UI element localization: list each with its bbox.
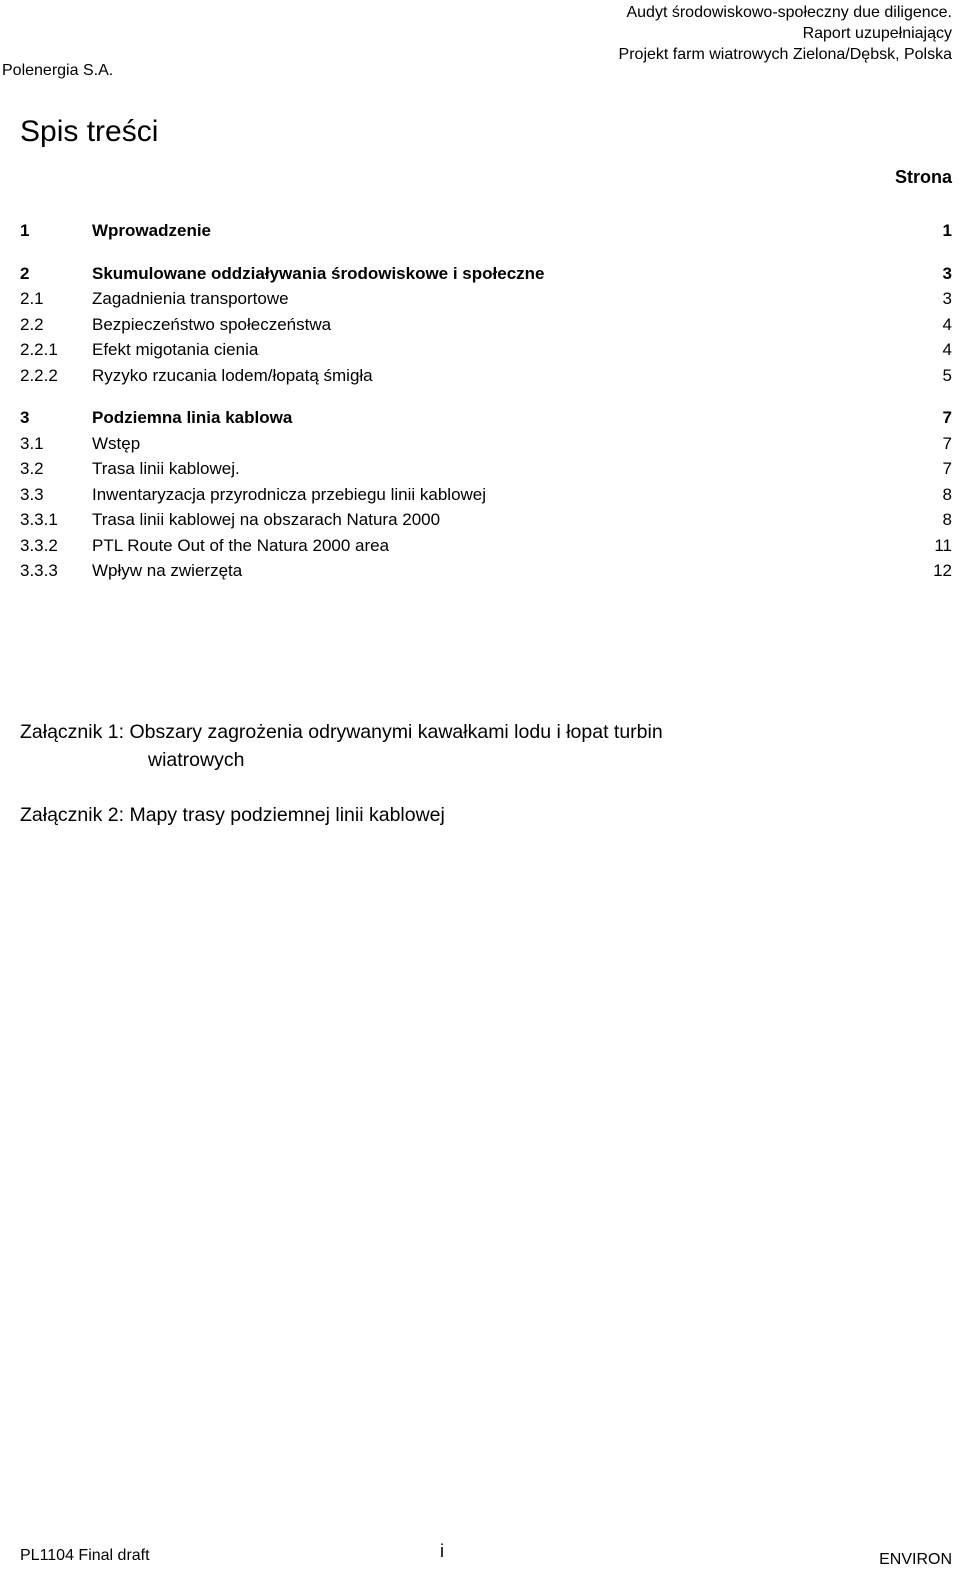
toc-entry-title: Trasa linii kablowej. <box>92 459 240 478</box>
footer-document-id: PL1104 Final draft <box>20 1547 150 1564</box>
toc-entry[interactable] <box>20 261 952 287</box>
toc-entry-page: 7 <box>942 408 952 427</box>
toc-entry-title: Wprowadzenie <box>92 221 212 240</box>
header-line-1: Audyt środowiskowo-społeczny due diligence. <box>626 4 952 21</box>
header-line-2: Raport uzupełniający <box>802 25 952 42</box>
annex-1-entry[interactable] <box>20 718 920 774</box>
toc-entry-number: 3.3.2 <box>20 535 58 555</box>
toc-entry-title: Bezpieczeństwo społeczeństwa <box>92 314 332 334</box>
toc-entry-page: 8 <box>942 484 952 504</box>
toc-entry-title: Wstęp <box>92 433 141 453</box>
toc-entry-title: PTL Route Out of the Natura 2000 area <box>92 535 390 555</box>
toc-entry-number: 3.1 <box>20 433 44 453</box>
toc-entry-page: 3 <box>942 289 952 308</box>
toc-entry-number: 2.2.2 <box>20 365 58 385</box>
page-title: Spis treści <box>20 115 159 148</box>
annex-1-title: Załącznik 1: Obszary zagrożenia odrywanymi kawałkami lodu i łopat turbin <box>20 721 663 743</box>
toc-entry-page: 3 <box>942 263 952 283</box>
toc-entry-page: 4 <box>942 340 952 359</box>
annex-2-entry[interactable] <box>20 801 920 829</box>
table-of-contents <box>20 218 952 584</box>
toc-entry-page: 11 <box>934 535 952 555</box>
toc-entry[interactable] <box>20 218 952 244</box>
toc-entry-title: Inwentaryzacja przyrodnicza przebiegu linii kablowej <box>92 484 487 504</box>
toc-entry-number: 3.3.3 <box>20 561 58 580</box>
toc-entry-number: 3 <box>20 408 30 427</box>
toc-entry[interactable] <box>20 337 952 363</box>
toc-entry-page: 1 <box>942 221 952 240</box>
toc-entry[interactable] <box>20 312 952 338</box>
toc-entry-number: 2 <box>20 263 30 283</box>
toc-entry[interactable] <box>20 405 952 431</box>
toc-entry-page: 7 <box>942 459 952 478</box>
toc-entry-number: 3.3 <box>20 484 44 504</box>
header-company: Polenergia S.A. <box>2 62 114 79</box>
toc-entry-number: 2.2 <box>20 314 44 334</box>
annex-2-title: Załącznik 2: Mapy trasy podziemnej linii kablowej <box>20 804 445 826</box>
toc-entry-number: 3.3.1 <box>20 510 58 529</box>
toc-entry-page: 8 <box>942 510 952 529</box>
toc-entry-title: Efekt migotania cienia <box>92 340 259 359</box>
annex-1-title-continued: wiatrowych <box>148 749 245 771</box>
toc-entry-title: Podziemna linia kablowa <box>92 408 293 427</box>
toc-entry-title: Skumulowane oddziaływania środowiskowe i społeczne <box>92 263 545 283</box>
toc-entry[interactable] <box>20 456 952 482</box>
toc-entry-title: Zagadnienia transportowe <box>92 289 289 308</box>
toc-entry-title: Trasa linii kablowej na obszarach Natura 2000 <box>92 510 441 529</box>
toc-entry-title: Ryzyko rzucania lodem/łopatą śmigła <box>92 365 373 385</box>
toc-entry-number: 2.2.1 <box>20 340 58 359</box>
toc-entry[interactable] <box>20 482 952 508</box>
toc-entry-page: 4 <box>942 314 952 334</box>
header-report-info <box>619 2 952 65</box>
toc-entry-number: 3.2 <box>20 459 44 478</box>
toc-entry[interactable] <box>20 507 952 533</box>
toc-entry[interactable] <box>20 533 952 559</box>
toc-entry-page: 7 <box>942 433 952 453</box>
toc-entry[interactable] <box>20 286 952 312</box>
toc-entry[interactable] <box>20 363 952 389</box>
toc-entry-page: 12 <box>933 561 952 580</box>
footer-company-logo: ENVIRON <box>879 1551 952 1568</box>
toc-entry-number: 2.1 <box>20 289 44 308</box>
toc-entry-page: 5 <box>942 365 952 385</box>
page-column-header: Strona <box>894 167 952 187</box>
footer-page-number: i <box>440 1541 444 1561</box>
toc-entry[interactable] <box>20 431 952 457</box>
toc-entry-number: 1 <box>20 221 30 240</box>
toc-entry[interactable] <box>20 558 952 584</box>
toc-entry-title: Wpływ na zwierzęta <box>92 561 243 580</box>
header-line-3: Projekt farm wiatrowych Zielona/Dębsk, Polska <box>618 46 952 63</box>
